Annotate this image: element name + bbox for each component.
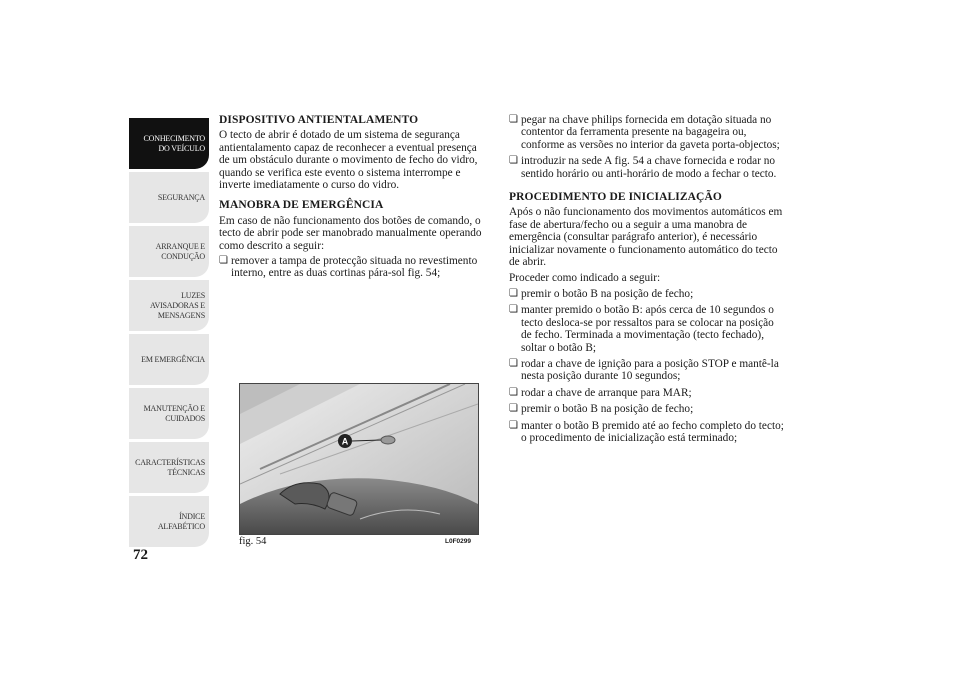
bullet-item: ❏ premir o botão B na posição de fecho; (509, 288, 784, 300)
bullet-item: ❏ manter o botão B premido até ao fecho completo do tecto; o procedimento de inicialização está terminado; (509, 420, 784, 445)
bullet-item: ❏ manter premido o botão B: após cerca de 10 segundos o tecto desloca-se por ressaltos para se colocar na posição de fecho. Terminada a movimentação (tecto fechado), soltar o botão B; (509, 304, 784, 354)
bullet-item: ❏ pegar na chave philips fornecida em dotação situada no contentor da ferramenta presente na bagageira ou, conforme as versões no interior da gaveta porta-objectos; (509, 114, 784, 151)
left-column (219, 114, 489, 284)
tab-indice-alfabetico[interactable]: ÍNDICE ALFABÉTICO (129, 496, 209, 547)
tab-caracteristicas-tecnicas[interactable]: CARACTERÍSTICAS TÉCNICAS (129, 442, 209, 493)
figure-code: L0F0299 (445, 538, 472, 545)
tab-luzes-avisadoras[interactable]: LUZES AVISADORAS E MENSAGENS (129, 280, 209, 331)
bullet-list (509, 114, 784, 180)
bullet-item: ❏ premir o botão B na posição de fecho; (509, 403, 784, 415)
callout-a-label: A (341, 436, 349, 447)
paragraph-antientalamento: O tecto de abrir é dotado de um sistema de segurança antientalamento capaz de reconhecer a eventual presença de um obstáculo durante o movimento de fecho do vidro, quando se verifica este evento o sistema interrompe e inverte imediatamente o curso do vidro. (219, 129, 478, 192)
chapter-sidebar (129, 118, 209, 550)
tab-seguranca[interactable]: SEGURANÇA (129, 172, 209, 223)
page-number: 72 (133, 547, 148, 563)
paragraph-proceder: Proceder como indicado a seguir: (509, 272, 661, 285)
figure-caption: fig. 54 (239, 536, 267, 547)
sunroof-illustration (240, 384, 478, 534)
tab-conhecimento-do-veiculo[interactable]: CONHECIMENTO DO VEÍCULO (129, 118, 209, 169)
heading-manobra-emergencia: MANOBRA DE EMERGÊNCIA (219, 199, 384, 212)
right-column (509, 114, 784, 448)
bullet-list (219, 255, 489, 280)
paragraph-inicializacao: Após o não funcionamento dos movimentos automáticos em fase de abertura/fecho ou a seguir a uma manobra de emergência (consultar parágrafo anterior), é necessário inicializar novamente o funcionamento automático do tecto de abrir. (509, 206, 783, 269)
bullet-item: ❏ rodar a chave de ignição para a posição STOP e mantê-la nesta posição durante 10 segundos; (509, 358, 784, 383)
heading-inicializacao: PROCEDIMENTO DE INICIALIZAÇÃO (509, 191, 722, 204)
tab-manutencao-e-cuidados[interactable]: MANUTENÇÃO E CUIDADOS (129, 388, 209, 439)
heading-antientalamento: DISPOSITIVO ANTIENTALAMENTO (219, 114, 419, 126)
bullet-list (509, 288, 784, 444)
tab-em-emergencia[interactable]: EM EMERGÊNCIA (129, 334, 209, 385)
bullet-item: ❏ introduzir na sede A fig. 54 a chave fornecida e rodar no sentido horário ou anti-horário de modo a fechar o tecto. (509, 155, 784, 180)
bullet-item: ❏ remover a tampa de protecção situada no revestimento interno, entre as duas cortinas pára-sol fig. 54; (219, 255, 489, 280)
tab-arranque-e-conducao[interactable]: ARRANQUE E CONDUÇÃO (129, 226, 209, 277)
bullet-item: ❏ rodar a chave de arranque para MAR; (509, 387, 784, 399)
paragraph-manobra-emergencia: Em caso de não funcionamento dos botões de comando, o tecto de abrir pode ser manobrado manualmente operando como descrito a seguir: (219, 214, 482, 252)
figure-54-image (239, 383, 479, 535)
